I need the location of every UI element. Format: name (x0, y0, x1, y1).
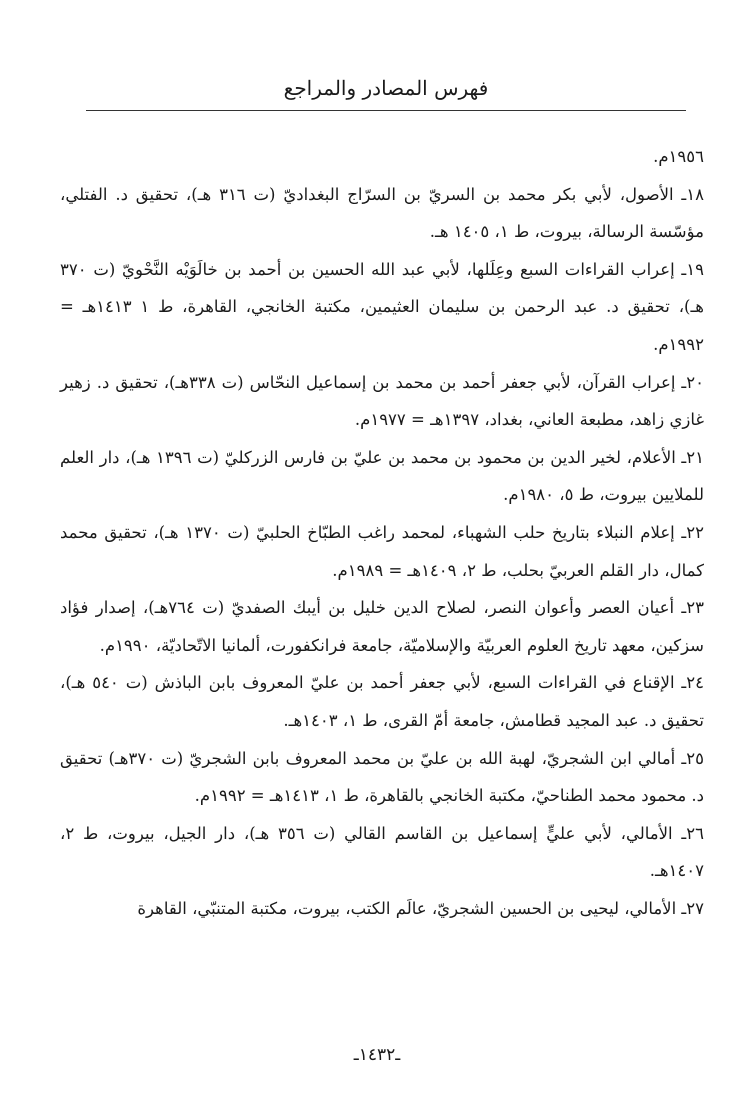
bibliography-entry-continuation: ١٩٥٦م. (653, 147, 704, 166)
bibliography-entry-19: ١٩ـ إعراب القراءات السبع وعِلَلها، لأبي عبد الله الحسين بن أحمد بن خالَوَيْه النَّحْويّ (ت ٣٧٠ هـ)، تحقيق د. عبد الرحمن بن سليمان العثيمين، مكتبة الخانجي، القاهرة، ط ١ ١٤١٣هـ = ١٩٩٢م. (60, 259, 704, 354)
header-rule (86, 110, 686, 111)
page-number: ـ١٤٣٢ـ (353, 1045, 401, 1065)
bibliography-entry-20: ٢٠ـ إعراب القرآن، لأبي جعفر أحمد بن محمد بن إسماعيل النحّاس (ت ٣٣٨هـ)، تحقيق د. زهير غازي زاهد، مطبعة العاني، بغداد، ١٣٩٧هـ = ١٩٧٧م. (60, 372, 704, 430)
bibliography-entry-24: ٢٤ـ الإقناع في القراءات السبع، لأبي جعفر أحمد بن عليّ المعروف بابن الباذش (ت ٥٤٠ هـ)، تحقيق د. عبد المجيد قطامش، جامعة أمّ القرى، ط ١، ١٤٠٣هـ. (60, 673, 704, 730)
bibliography-entry-26: ٢٦ـ الأمالي، لأبي عليٍّ إسماعيل بن القاسم القالي (ت ٣٥٦ هـ)، دار الجيل، بيروت، ط ٢، ١٤٠٧هـ. (60, 823, 704, 881)
running-header-title: فهرس المصادر والمراجع (283, 76, 489, 100)
bibliography-entry-25: ٢٥ـ أمالي ابن الشجريّ، لهبة الله بن عليّ بن محمد المعروف بابن الشجريّ (ت ٣٧٠هـ) تحقيق د. محمود محمد الطناحيّ، مكتبة الخانجي بالقاهرة، ط ١، ١٤١٣هـ = ١٩٩٢م. (60, 748, 704, 806)
bibliography-entry-18: ١٨ـ الأصول، لأبي بكر محمد بن السريّ بن السرّاج البغداديّ (ت ٣١٦ هـ)، تحقيق د. الفتلي، مؤسّسة الرسالة، بيروت، ط ١، ١٤٠٥ هـ. (60, 184, 704, 242)
bibliography-entry-22: ٢٢ـ إعلام النبلاء بتاريخ حلب الشهباء، لمحمد راغب الطبّاخ الحلبيّ (ت ١٣٧٠ هـ)، تحقيق محمد كمال، دار القلم العربيّ بحلب، ط ٢، ١٤٠٩هـ = ١٩٨٩م. (60, 522, 704, 580)
bibliography-list (60, 138, 704, 927)
bibliography-entry-27: ٢٧ـ الأمالي، ليحيى بن الحسين الشجريّ، عالَم الكتب، بيروت، مكتبة المتنبّي، القاهرة (137, 898, 704, 918)
bibliography-entry-21: ٢١ـ الأعلام، لخير الدين بن محمود بن محمد بن عليّ بن فارس الزركليّ (ت ١٣٩٦ هـ)، دار العلم للملايين بيروت، ط ٥، ١٩٨٠م. (60, 447, 704, 505)
bibliography-entry-23: ٢٣ـ أعيان العصر وأعوان النصر، لصلاح الدين خليل بن أيبك الصفديّ (ت ٧٦٤هـ)، إصدار فؤاد سزكين، معهد تاريخ العلوم العربيّة والإسلاميّة، جامعة فرانكفورت، ألمانيا الاتّحاديّة، ١٩٩٠م. (60, 598, 704, 655)
